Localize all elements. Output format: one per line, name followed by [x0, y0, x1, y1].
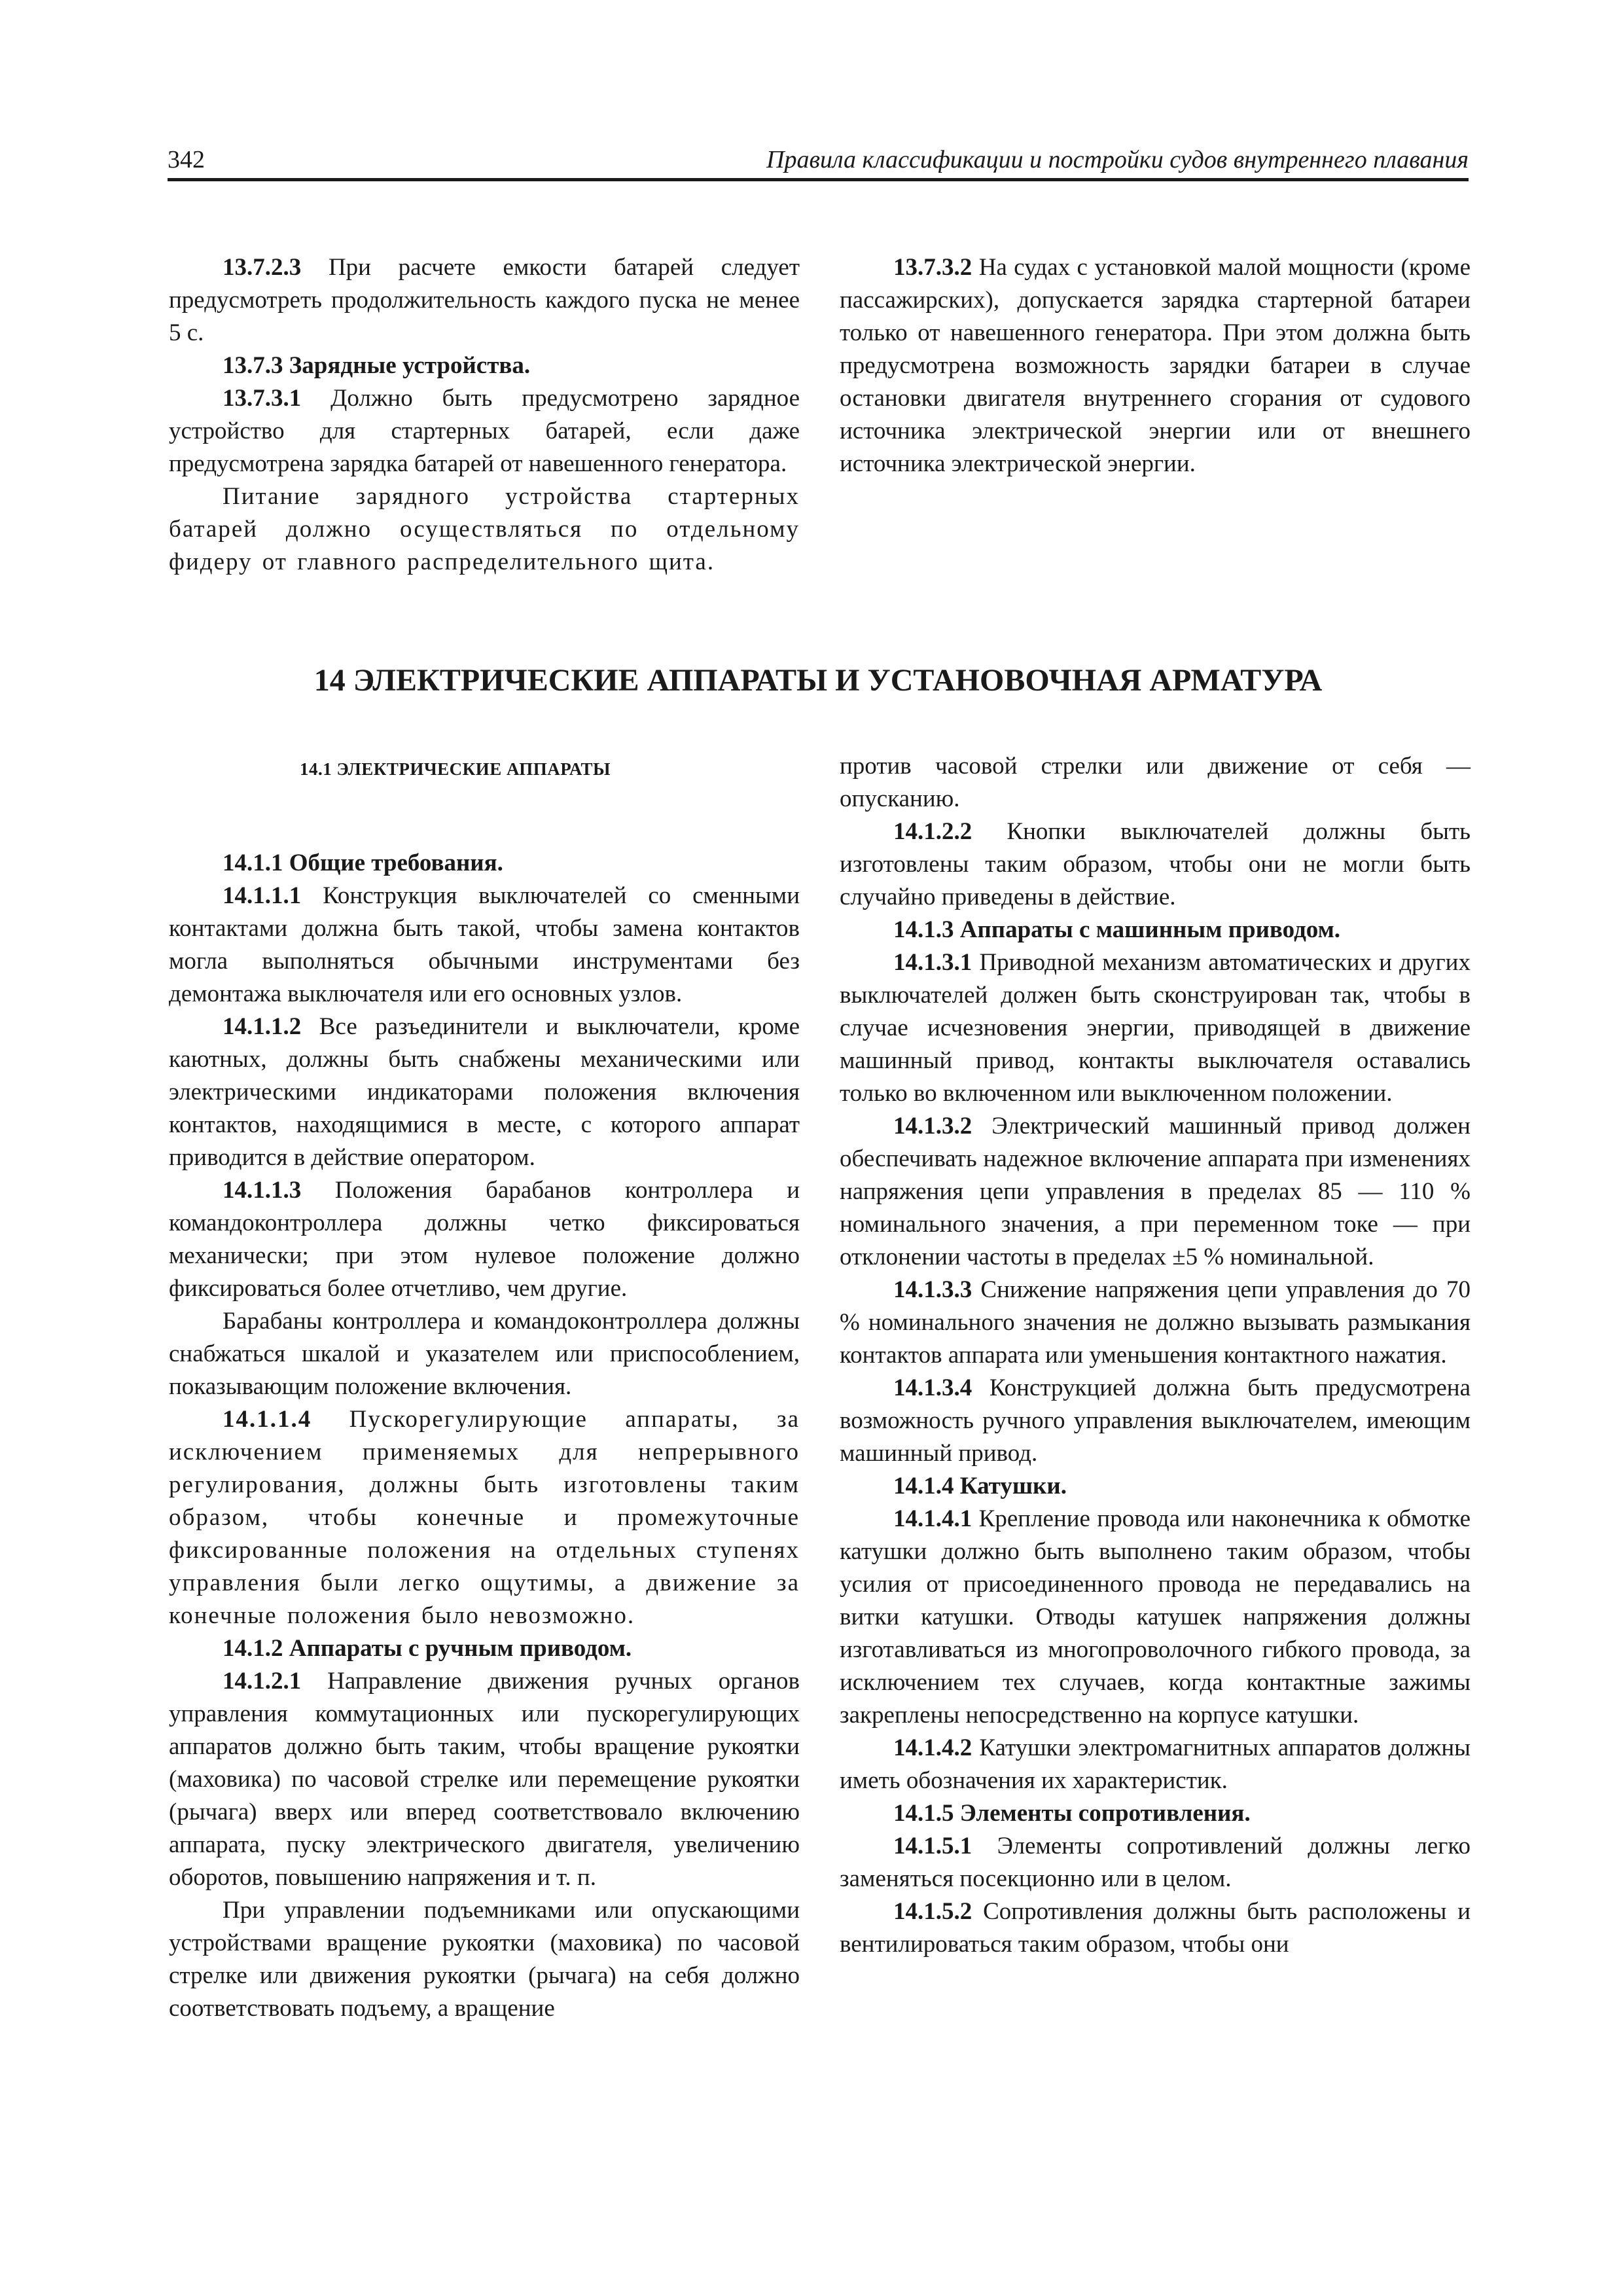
clause-text: На судах с установкой малой мощности (кроме пассажирских), допускается зарядка стартерной батареи только от навешенного генератора. При этом должна быть предусмотрена возможность зарядки батареи в случае остановки двигателя внутреннего сгорания от судового источника электрической энергии или от внешнего источника электрической энергии. — [840, 254, 1471, 477]
clause-14-1-3-4 — [840, 1372, 1471, 1470]
clause-13-7-3-2 — [840, 251, 1471, 480]
clause-number: 14.1.3.1 — [893, 949, 972, 976]
clause-number: 14.1.1.4 — [223, 1406, 312, 1433]
clause-14-1-3-1 — [840, 946, 1471, 1110]
bottom-left-column — [169, 753, 800, 2025]
clause-number: 14.1.4.2 — [893, 1734, 972, 1761]
heading-14-1-4: 14.1.4 Катушки. — [893, 1473, 1067, 1499]
clause-13-7-2-3 — [169, 251, 800, 350]
section-title: 14 ЭЛЕКТРИЧЕСКИЕ АППАРАТЫ И УСТАНОВОЧНАЯ АРМАТУРА — [313, 663, 1323, 698]
running-header — [168, 145, 1469, 181]
clause-14-1-1-1 — [169, 880, 800, 1011]
clause-text: Направление движения ручных органов управления коммутационных или пускорегулирующих аппаратов должно быть таким, чтобы вращение рукоятки (маховика) по часовой стрелке или перемещение рукоятки (рычага) вверх или вперед соответствовало включению аппарата, пуску электрического двигателя, увеличению оборотов, повышению напряжения и т. п. — [169, 1668, 800, 1891]
clause-number: 14.1.1.3 — [223, 1177, 302, 1204]
paragraph-charger-power: Питание зарядного устройства стартерных батарей должно осуществляться по отдельному фидеру от главного распределительного щита. — [169, 483, 800, 575]
clause-text: Конструкция выключателей со сменными контактами должна быть такой, чтобы замена контактов могла выполняться обычными инструментами без демонтажа выключателя или его основных узлов. — [169, 882, 800, 1007]
clause-14-1-5-2 — [840, 1895, 1471, 1961]
clause-number: 13.7.3.1 — [223, 385, 302, 412]
clause-number: 14.1.4.1 — [893, 1505, 972, 1532]
clause-text: Все разъединители и выключатели, кроме каютных, должны быть снабжены механическими или электрическими индикаторами положения включения контактов, находящимися в месте, с которого аппарат приводится в действие оператором. — [169, 1013, 800, 1171]
clause-number: 14.1.5.2 — [893, 1898, 972, 1925]
heading-14-1-1: 14.1.1 Общие требования. — [223, 850, 503, 876]
clause-number: 14.1.3.3 — [893, 1276, 972, 1303]
clause-text: Приводной механизм автоматических и других выключателей должен быть сконструирован так, чтобы в случае исчезновения энергии, приводящей в движение машинный привод, контакты выключателя оставались только во включенном или выключенном положении. — [840, 949, 1471, 1107]
top-left-column — [169, 251, 800, 579]
bottom-right-column — [840, 750, 1471, 1961]
paragraph-continuation: против часовой стрелки или движение от себя — опусканию. — [840, 753, 1471, 812]
subsection-title: 14.1 ЭЛЕКТРИЧЕСКИЕ АППАРАТЫ — [300, 759, 611, 779]
clause-text: Положения барабанов контроллера и командоконтроллера должны четко фиксироваться механически; при этом нулевое положение должно фиксироваться более отчетливо, чем другие. — [169, 1177, 800, 1302]
clause-number: 14.1.3.2 — [893, 1113, 972, 1139]
clause-14-1-4-2 — [840, 1732, 1471, 1797]
clause-number: 14.1.3.4 — [893, 1374, 972, 1401]
running-title: Правила классификации и постройки судов внутреннего плавания — [766, 146, 1469, 173]
heading-14-1-2: 14.1.2 Аппараты с ручным приводом. — [223, 1635, 632, 1662]
heading-14-1-3: 14.1.3 Аппараты с машинным приводом. — [893, 916, 1341, 943]
clause-number: 14.1.2.2 — [893, 818, 972, 845]
clause-text: Пускорегулирующие аппараты, за исключением применяемых для непрерывного регулирования, должны быть изготовлены таким образом, чтобы конечные и промежуточные фиксированные положения на отдельных ступенях управления были легко ощутимы, а движение за конечные положения было невозможно. — [169, 1406, 800, 1629]
clause-number: 13.7.3.2 — [893, 254, 972, 281]
clause-14-1-2-2 — [840, 816, 1471, 914]
clause-text: Катушки электромагнитных аппаратов должны иметь обозначения их характеристик. — [840, 1734, 1471, 1794]
clause-14-1-1-3 — [169, 1174, 800, 1305]
clause-text: Крепление провода или наконечника к обмотке катушки должно быть выполнено таким образом, чтобы усилия от присоединенного провода не передавались на витки катушки. Отводы катушек напряжения должны изготавливаться из многопроволочного гибкого провода, за исключением тех случаев, когда контактные зажимы закреплены непосредственно на корпусе катушки. — [840, 1505, 1471, 1729]
clause-14-1-2-1 — [169, 1665, 800, 1894]
clause-13-7-3-1 — [169, 382, 800, 480]
clause-text: Электрический машинный привод должен обеспечивать надежное включение аппарата при изменениях напряжения цепи управления в пределах 85 — 110 % номинального значения, а при переменном токе — при отклонении частоты в пределах ±5 % номинальной. — [840, 1113, 1471, 1270]
heading-13-7-3: 13.7.3 Зарядные устройства. — [223, 352, 531, 379]
clause-number: 14.1.2.1 — [223, 1668, 302, 1695]
clause-number: 14.1.5.1 — [893, 1833, 972, 1859]
clause-14-1-5-1 — [840, 1830, 1471, 1895]
clause-text: Должно быть предусмотрено зарядное устройство для стартерных батарей, если даже предусмотрена зарядка батарей от навешенного генератора. — [169, 385, 800, 477]
clause-14-1-4-1 — [840, 1503, 1471, 1732]
clause-text: Сопротивления должны быть расположены и вентилироваться таким образом, чтобы они — [840, 1898, 1471, 1958]
clause-14-1-3-2 — [840, 1110, 1471, 1274]
clause-14-1-1-2 — [169, 1011, 800, 1174]
heading-14-1-5: 14.1.5 Элементы сопротивления. — [893, 1800, 1251, 1827]
clause-text: Конструкцией должна быть предусмотрена возможность ручного управления выключателем, имеющим машинный привод. — [840, 1374, 1471, 1467]
paragraph-controller-drums: Барабаны контроллера и командоконтроллера должны снабжаться шкалой и указателем или приспособлением, показывающим положение включения. — [169, 1308, 800, 1400]
clause-number: 13.7.2.3 — [223, 254, 302, 281]
clause-text: При расчете емкости батарей следует предусмотреть продолжительность каждого пуска не менее 5 с. — [169, 254, 800, 346]
clause-14-1-3-3 — [840, 1274, 1471, 1372]
page-number: 342 — [168, 146, 205, 173]
clause-number: 14.1.1.2 — [223, 1013, 302, 1040]
clause-text: Элементы сопротивлений должны легко заменяться посекционно или в целом. — [840, 1833, 1471, 1892]
clause-number: 14.1.1.1 — [223, 882, 302, 909]
clause-14-1-1-4 — [169, 1403, 800, 1632]
paragraph-hoists: При управлении подъемниками или опускающими устройствами вращение рукоятки (маховика) по часовой стрелке или движения рукоятки (рычага) на себя должно соответствовать подъему, а вращение — [169, 1897, 800, 2022]
clause-text: Снижение напряжения цепи управления до 70 % номинального значения не должно вызывать размыкания контактов аппарата или уменьшения контактного нажатия. — [840, 1276, 1471, 1369]
clause-text: Кнопки выключателей должны быть изготовлены таким образом, чтобы они не могли быть случайно приведены в действие. — [840, 818, 1471, 910]
top-right-column — [840, 251, 1471, 480]
